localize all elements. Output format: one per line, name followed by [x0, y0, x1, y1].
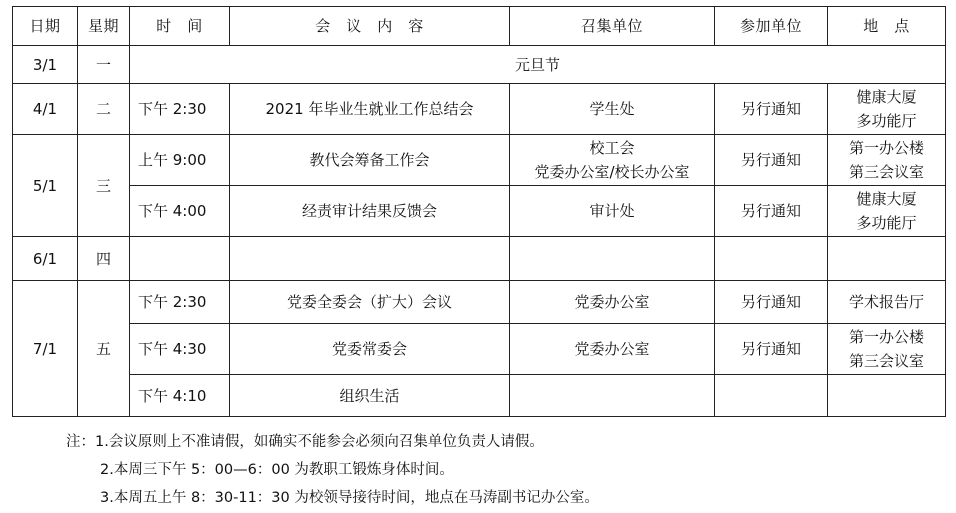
header-date: 日期	[13, 7, 78, 46]
location-line: 多功能厅	[856, 214, 917, 232]
location-line: 多功能厅	[856, 112, 917, 130]
notes-section	[66, 428, 599, 512]
cell-location: 学术报告厅	[828, 281, 946, 324]
cell-participants: 另行通知	[715, 324, 828, 375]
meeting-schedule-table	[12, 6, 946, 417]
table-row	[13, 375, 946, 417]
cell-content: 党委常委会	[230, 324, 510, 375]
cell-location	[828, 135, 946, 186]
cell-location	[828, 375, 946, 417]
header-row	[13, 7, 946, 46]
table-row	[13, 237, 946, 281]
cell-weekday: 二	[78, 84, 130, 135]
cell-weekday: 五	[78, 281, 130, 417]
cell-time: 下午 4:00	[130, 186, 230, 237]
header-content: 会 议 内 容	[230, 7, 510, 46]
cell-participants: 另行通知	[715, 186, 828, 237]
cell-content: 经责审计结果反馈会	[230, 186, 510, 237]
cell-organizer	[510, 375, 715, 417]
cell-participants: 另行通知	[715, 135, 828, 186]
table-row	[13, 324, 946, 375]
cell-location	[828, 237, 946, 281]
cell-content: 党委全委会（扩大）会议	[230, 281, 510, 324]
cell-date: 3/1	[13, 46, 78, 84]
cell-location	[828, 84, 946, 135]
cell-organizer	[510, 135, 715, 186]
cell-time: 下午 4:10	[130, 375, 230, 417]
cell-weekday: 四	[78, 237, 130, 281]
table-row	[13, 186, 946, 237]
note-line-3: 3.本周五上午 8：30-11：30 为校领导接待时间，地点在马涛副书记办公室。	[100, 490, 599, 506]
table-row	[13, 281, 946, 324]
note-line-2: 2.本周三下午 5：00—6：00 为教职工锻炼身体时间。	[100, 462, 454, 478]
cell-content: 2021 年毕业生就业工作总结会	[230, 84, 510, 135]
cell-participants	[715, 375, 828, 417]
cell-organizer: 党委办公室	[510, 281, 715, 324]
table-row	[13, 84, 946, 135]
cell-time	[130, 237, 230, 281]
cell-holiday: 元旦节	[130, 46, 946, 84]
location-line: 第三会议室	[848, 163, 924, 181]
header-participants: 参加单位	[715, 7, 828, 46]
organizer-line: 校工会	[589, 139, 635, 157]
location-line: 健康大厦	[856, 190, 917, 208]
cell-participants	[715, 237, 828, 281]
cell-time: 上午 9:00	[130, 135, 230, 186]
cell-time: 下午 4:30	[130, 324, 230, 375]
cell-location	[828, 186, 946, 237]
cell-content: 教代会筹备工作会	[230, 135, 510, 186]
header-time: 时 间	[130, 7, 230, 46]
table-row	[13, 46, 946, 84]
cell-participants: 另行通知	[715, 281, 828, 324]
header-weekday: 星期	[78, 7, 130, 46]
cell-organizer	[510, 237, 715, 281]
cell-date: 4/1	[13, 84, 78, 135]
cell-weekday: 一	[78, 46, 130, 84]
cell-time: 下午 2:30	[130, 281, 230, 324]
cell-weekday: 三	[78, 135, 130, 237]
organizer-line: 党委办公室/校长办公室	[534, 163, 690, 181]
location-line: 第三会议室	[848, 352, 924, 370]
note-line-1: 注：1.会议原则上不准请假，如确实不能参会必须向召集单位负责人请假。	[66, 434, 544, 450]
cell-time: 下午 2:30	[130, 84, 230, 135]
cell-organizer: 党委办公室	[510, 324, 715, 375]
location-line: 第一办公楼	[848, 139, 924, 157]
cell-organizer: 学生处	[510, 84, 715, 135]
cell-content: 组织生活	[230, 375, 510, 417]
cell-content	[230, 237, 510, 281]
location-line: 第一办公楼	[848, 328, 924, 346]
location-line: 健康大厦	[856, 88, 917, 106]
cell-organizer: 审计处	[510, 186, 715, 237]
header-organizer: 召集单位	[510, 7, 715, 46]
cell-participants: 另行通知	[715, 84, 828, 135]
cell-location	[828, 324, 946, 375]
header-location: 地 点	[828, 7, 946, 46]
cell-date: 5/1	[13, 135, 78, 237]
cell-date: 7/1	[13, 281, 78, 417]
table-row	[13, 135, 946, 186]
cell-date: 6/1	[13, 237, 78, 281]
